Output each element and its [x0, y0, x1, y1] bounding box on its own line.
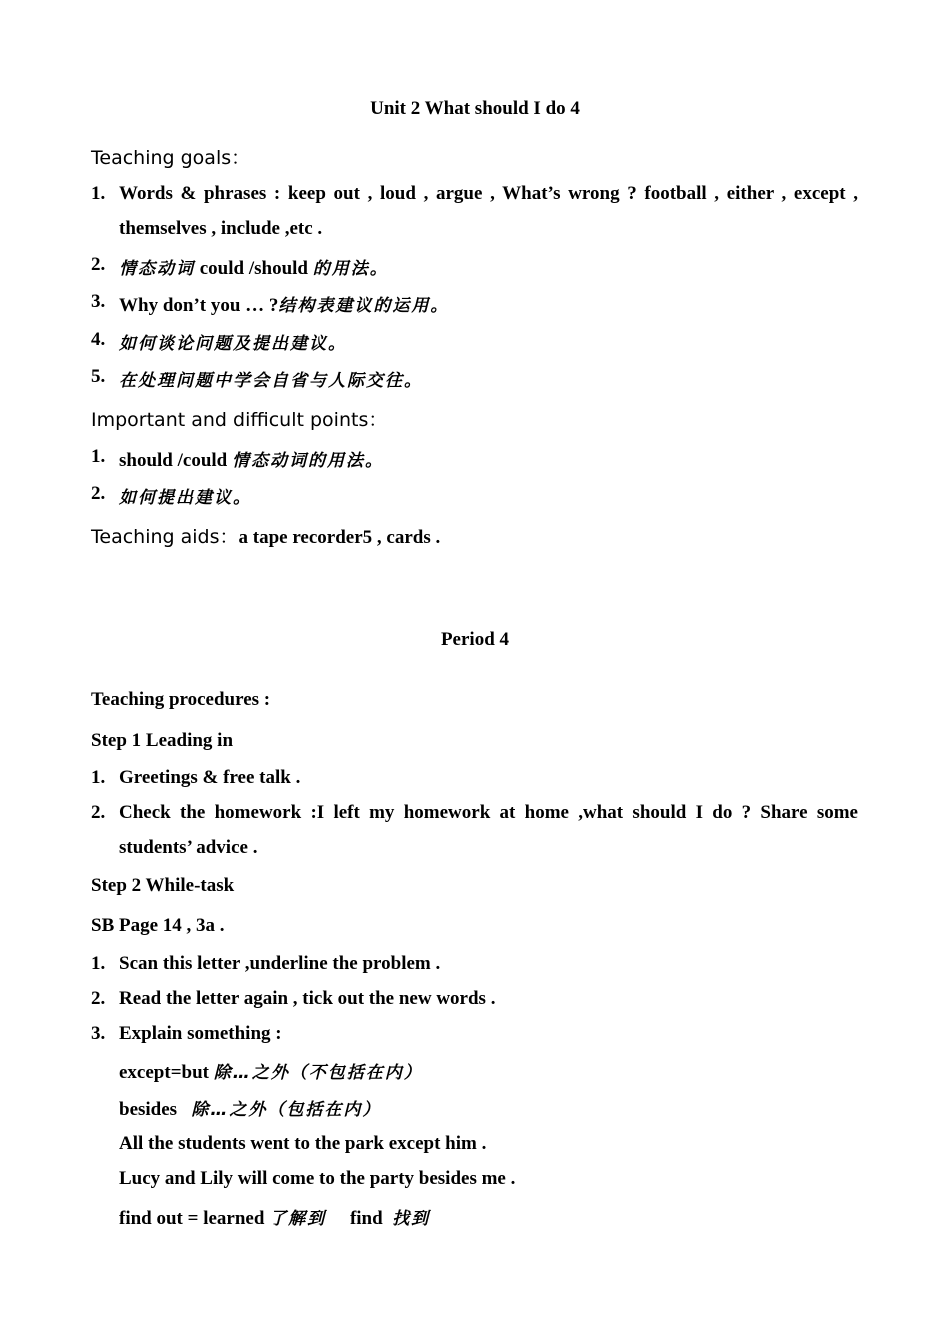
step1-title: Step 1 Leading in — [91, 730, 234, 751]
note-example-besides — [119, 1168, 515, 1190]
list-number: 2. — [91, 802, 106, 823]
step1-item-text-line1: Check the homework :I left my homework at home ,what should I do ? Share some — [119, 802, 858, 823]
list-number: 1. — [91, 446, 106, 467]
goal-item-4 — [91, 329, 858, 355]
teaching-aids-value: a tape recorder5 , cards . — [238, 527, 441, 548]
goal-text-zh: 在处理问题中学会自省与人际交往。 — [119, 371, 423, 391]
list-number: 4. — [91, 329, 106, 350]
note-zh: 了解到 — [269, 1209, 327, 1229]
goal-text-zh: 情态动词 — [119, 259, 195, 279]
list-number: 1. — [91, 767, 106, 788]
procedures-heading: Teaching procedures : — [91, 689, 271, 710]
goal-text-line1: Words & phrases : keep out , loud , argue , What’s wrong ? football , either , except , — [119, 183, 858, 204]
goal-item-1 — [91, 183, 858, 205]
note-zh: 找到 — [392, 1209, 431, 1229]
list-number: 3. — [91, 1023, 106, 1044]
step1-item-text: Greetings & free talk . — [119, 767, 301, 788]
teaching-aids-label: Teaching aids： — [91, 526, 239, 548]
note-except — [119, 1058, 423, 1084]
goal-item-2 — [91, 254, 858, 280]
point-text-zh: 情态动词的用法。 — [232, 451, 384, 471]
step2-item-3 — [91, 1023, 858, 1045]
step2-item-text: Scan this letter ,underline the problem . — [119, 953, 441, 974]
period-title: Period 4 — [440, 629, 510, 650]
step2-item-2 — [91, 988, 858, 1010]
list-number: 3. — [91, 291, 106, 312]
goal-text-zh: 如何谈论问题及提出建议。 — [119, 334, 347, 354]
note-en: All the students went to the park except him . — [119, 1133, 487, 1154]
teaching-aids — [91, 522, 440, 549]
goal-item-5 — [91, 366, 858, 392]
point-text-zh: 如何提出建议。 — [119, 488, 252, 508]
note-besides — [119, 1095, 381, 1121]
note-example-except — [119, 1133, 486, 1155]
point-item-1 — [91, 446, 858, 472]
list-number: 2. — [91, 254, 106, 275]
note-en: find — [326, 1208, 393, 1229]
note-zh: 除…之外（不包括在内） — [213, 1063, 423, 1083]
step1-item-text-line2: students’ advice . — [119, 837, 258, 858]
list-number: 5. — [91, 366, 106, 387]
step2-title: Step 2 While-task — [91, 875, 235, 896]
teaching-goals-heading: Teaching goals： — [91, 147, 251, 169]
note-zh: 除…之外（包括在内） — [191, 1100, 382, 1120]
list-number: 1. — [91, 183, 106, 204]
list-number: 1. — [91, 953, 106, 974]
goal-text-line2: themselves , include ,etc . — [119, 218, 323, 239]
note-find-out — [119, 1204, 430, 1230]
goal-text-zh: 的用法。 — [312, 259, 389, 279]
step2-item-text: Explain something : — [119, 1023, 282, 1044]
point-text-en: should /could — [119, 450, 232, 471]
goal-item-3 — [91, 291, 858, 317]
step2-item-text: Read the letter again , tick out the new words . — [119, 988, 496, 1009]
note-en: Lucy and Lily will come to the party besides me . — [119, 1168, 516, 1189]
goal-text-zh: 结构表建议的运用。 — [278, 296, 450, 316]
note-en: besides — [119, 1099, 192, 1120]
document-title: Unit 2 What should I do 4 — [370, 98, 580, 119]
list-number: 2. — [91, 483, 106, 504]
note-en: find out = learned — [119, 1208, 270, 1229]
sb-page-reference: SB Page 14 , 3a . — [91, 915, 225, 936]
goal-text-en: could /should — [195, 258, 313, 279]
step2-item-1 — [91, 953, 858, 975]
list-number: 2. — [91, 988, 106, 1009]
point-item-2 — [91, 483, 858, 509]
goal-text-en: Why don’t you … ? — [119, 295, 279, 316]
important-points-heading: Important and difficult points： — [91, 409, 388, 431]
step1-item-1 — [91, 767, 858, 789]
note-en: except=but — [119, 1062, 214, 1083]
step1-item-2 — [91, 802, 858, 824]
